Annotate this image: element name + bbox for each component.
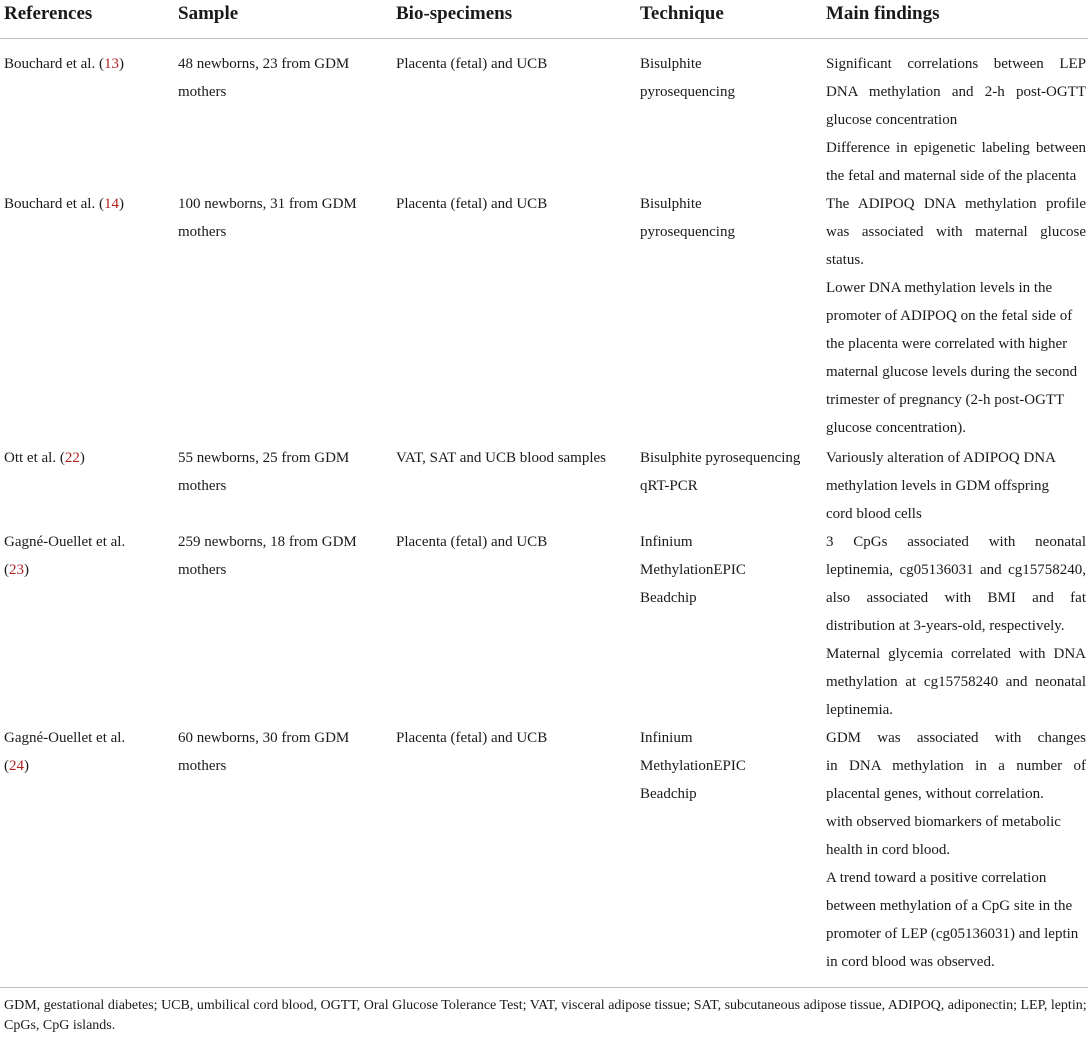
ref-author: Bouchard et al. ( xyxy=(4,196,104,212)
ref-close: ) xyxy=(118,56,124,72)
table-row-reference: Gagné-Ouellet et al. (23) xyxy=(4,528,164,584)
finding-line: GDM was associated with changes xyxy=(826,730,1086,746)
technique-line: Bisulphite xyxy=(640,196,702,212)
technique-line: Beadchip xyxy=(640,590,697,606)
table-row-sample xyxy=(178,724,383,780)
finding-line: Maternal glycemia correlated with DNA xyxy=(826,646,1086,662)
table-row-findings xyxy=(826,444,1086,528)
finding-line: the placenta were correlated with higher xyxy=(826,336,1068,352)
technique-line: Bisulphite xyxy=(640,56,702,72)
finding-line: the fetal and maternal side of the placenta xyxy=(826,168,1077,184)
citation-link[interactable]: 24 xyxy=(9,758,24,774)
finding-line: status. xyxy=(826,252,864,268)
table-row-technique xyxy=(640,724,818,808)
finding-line: trimester of pregnancy (2-h post-OGTT xyxy=(826,392,1065,408)
ref-author: Gagné-Ouellet et al. xyxy=(4,534,126,550)
table-row-sample xyxy=(178,190,383,246)
sample-line: mothers xyxy=(178,478,227,494)
ref-author: Bouchard et al. ( xyxy=(4,56,104,72)
finding-line: leptinemia. xyxy=(826,702,894,718)
citation-link[interactable]: 23 xyxy=(9,562,24,578)
header-sample: Sample xyxy=(178,3,239,24)
finding-line: 3 CpGs associated with neonatal xyxy=(826,534,1086,550)
table-row-specimens xyxy=(396,528,631,556)
finding-line: methylation at cg15758240 and neonatal xyxy=(826,674,1086,690)
finding-line: Difference in epigenetic labeling between xyxy=(826,140,1086,156)
sample-line: mothers xyxy=(178,562,227,578)
table-bottom-divider xyxy=(0,987,1088,988)
finding-line: Variously alteration of ADIPOQ DNA xyxy=(826,450,1056,466)
citation-link[interactable]: 13 xyxy=(103,56,119,72)
ref-close: ) xyxy=(24,562,29,578)
finding-line: promoter of LEP (cg05136031) and leptin xyxy=(826,926,1079,942)
table-row-findings xyxy=(826,528,1086,724)
header-main-findings: Main findings xyxy=(826,3,940,24)
sample-line: mothers xyxy=(178,84,227,100)
finding-line: maternal glucose levels during the second xyxy=(826,364,1078,380)
specimens-line: Placenta (fetal) and UCB xyxy=(396,534,548,550)
header-divider xyxy=(0,38,1088,39)
citation-link[interactable]: 22 xyxy=(64,450,80,466)
table-row-specimens xyxy=(396,190,631,218)
technique-line: Beadchip xyxy=(640,786,697,802)
finding-line: leptinemia, cg05136031 and cg15758240, xyxy=(826,562,1086,578)
finding-line: Lower DNA methylation levels in the xyxy=(826,280,1053,296)
technique-line: Infinium xyxy=(640,534,693,550)
finding-line: A trend toward a positive correlation xyxy=(826,870,1047,886)
sample-line: 48 newborns, 23 from GDM xyxy=(178,56,350,72)
table-row-technique xyxy=(640,528,818,612)
finding-line: with observed biomarkers of metabolic xyxy=(826,814,1061,830)
technique-line: pyrosequencing xyxy=(640,84,735,100)
table-row-specimens xyxy=(396,724,631,752)
sample-line: 60 newborns, 30 from GDM xyxy=(178,730,350,746)
technique-line: Bisulphite pyrosequencing xyxy=(640,450,801,466)
sample-line: mothers xyxy=(178,224,227,240)
finding-line: placental genes, without correlation. xyxy=(826,786,1044,802)
ref-close: ) xyxy=(118,196,124,212)
ref-author: Gagné-Ouellet et al. xyxy=(4,730,126,746)
ref-close: ) xyxy=(24,758,29,774)
finding-line: Significant correlations between LEP xyxy=(826,56,1086,72)
table-row-technique xyxy=(640,444,818,500)
technique-line: Infinium xyxy=(640,730,693,746)
table-row-technique xyxy=(640,190,818,246)
technique-line: qRT-PCR xyxy=(640,478,698,494)
ref-author: Ott et al. ( xyxy=(4,450,65,466)
table-row-reference: Gagné-Ouellet et al. (24) xyxy=(4,724,164,780)
specimens-line: Placenta (fetal) and UCB xyxy=(396,196,548,212)
table-row-reference xyxy=(4,190,164,218)
header-bio-specimens: Bio-specimens xyxy=(396,3,513,24)
technique-line: pyrosequencing xyxy=(640,224,735,240)
table-footnote: GDM, gestational diabetes; UCB, umbilical cord blood, OGTT, Oral Glucose Tolerance Test; VAT, visceral adipose tissue; SAT, subcutaneous adipose tissue, ADIPOQ, adiponectin; LEP, leptin; CpGs, CpG islands. xyxy=(4,998,1087,1033)
finding-line: was associated with maternal glucose xyxy=(826,224,1086,240)
finding-line: in DNA methylation in a number of xyxy=(826,758,1086,774)
header-technique: Technique xyxy=(640,3,724,24)
table-row-specimens xyxy=(396,50,631,78)
table-row-technique xyxy=(640,50,818,106)
finding-line: glucose concentration). xyxy=(826,420,966,436)
specimens-line: Placenta (fetal) and UCB xyxy=(396,56,548,72)
table-row-sample xyxy=(178,528,383,584)
citation-link[interactable]: 14 xyxy=(103,196,119,212)
finding-line: in cord blood was observed. xyxy=(826,954,995,970)
finding-line: health in cord blood. xyxy=(826,842,951,858)
sample-line: 55 newborns, 25 from GDM xyxy=(178,450,350,466)
ref-close: ) xyxy=(79,450,85,466)
table-row-reference xyxy=(4,50,164,78)
finding-line: cord blood cells xyxy=(826,506,922,522)
sample-line: 100 newborns, 31 from GDM xyxy=(178,196,357,212)
finding-line: also associated with BMI and fat xyxy=(826,590,1086,606)
table-row-sample xyxy=(178,50,383,106)
finding-line: DNA methylation and 2-h post-OGTT xyxy=(826,84,1086,100)
finding-line: The ADIPOQ DNA methylation profile xyxy=(826,196,1086,212)
finding-line: methylation levels in GDM offspring xyxy=(826,478,1050,494)
technique-line: MethylationEPIC xyxy=(640,758,746,774)
specimens-line: Placenta (fetal) and UCB xyxy=(396,730,548,746)
table-row-specimens xyxy=(396,444,631,472)
table-row-reference xyxy=(4,444,164,472)
sample-line: mothers xyxy=(178,758,227,774)
finding-line: distribution at 3-years-old, respectively. xyxy=(826,618,1065,634)
header-references: References xyxy=(4,3,93,24)
table-row-sample xyxy=(178,444,383,500)
sample-line: 259 newborns, 18 from GDM xyxy=(178,534,357,550)
table-row-findings xyxy=(826,190,1086,442)
technique-line: MethylationEPIC xyxy=(640,562,746,578)
specimens-line: VAT, SAT and UCB blood samples xyxy=(396,450,607,466)
table-row-findings xyxy=(826,724,1086,976)
finding-line: promoter of ADIPOQ on the fetal side of xyxy=(826,308,1073,324)
table-row-findings xyxy=(826,50,1086,190)
finding-line: between methylation of a CpG site in the xyxy=(826,898,1073,914)
finding-line: glucose concentration xyxy=(826,112,958,128)
